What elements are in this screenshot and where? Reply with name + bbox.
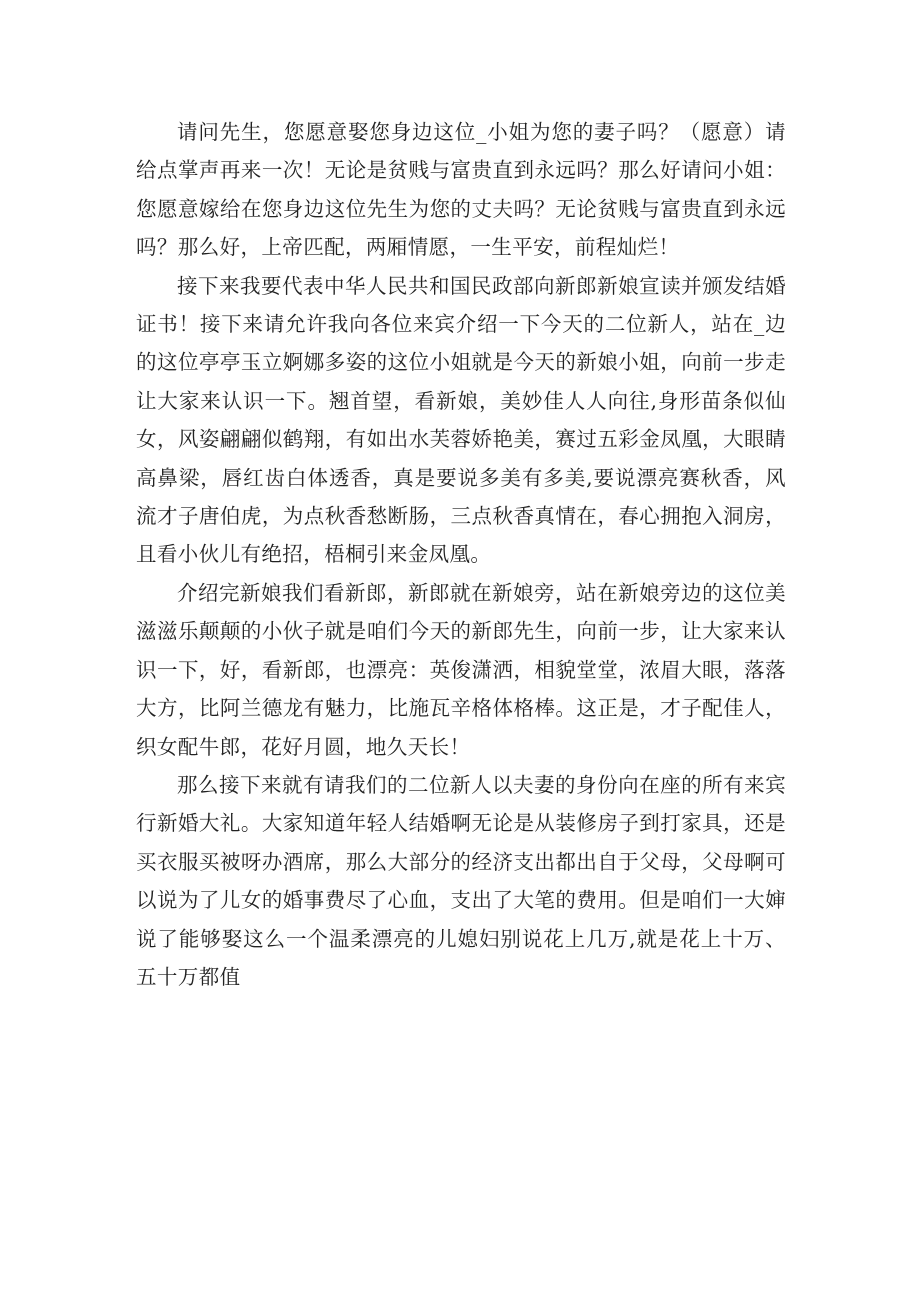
- paragraph-bride-introduction: 接下来我要代表中华人民共和国民政部向新郎新娘宣读并颁发结婚证书！接下来请允许我向各位来宾介绍一下今天的二位新人，站在_边的这位亭亭玉立婀娜多姿的这位小姐就是今天的新娘小姐，向前一步走让大家来认识一下。翘首望，看新娘，美妙佳人人向往,身形苗条似仙女，风姿翩翩似鹤翔，有如出水芙蓉娇艳美，赛过五彩金凤凰，大眼睛高鼻梁，唇红齿白体透香，真是要说多美有多美,要说漂亮赛秋香，风流才子唐伯虎，为点秋香愁断肠，三点秋香真情在，春心拥抱入洞房，且看小伙儿有绝招，梧桐引来金凤凰。: [136, 273, 786, 567]
- paragraph-wedding-bow: 那么接下来就有请我们的二位新人以夫妻的身份向在座的所有来宾行新婚大礼。大家知道年轻人结婚啊无论是从装修房子到打家具，还是买衣服买被呀办酒席，那么大部分的经济支出都出自于父母，父母啊可以说为了儿女的婚事费尽了心血，支出了大笔的费用。但是咱们一大婶说了能够娶这么一个温柔漂亮的儿媳妇别说花上几万,就是花上十万、五十万都值: [136, 772, 786, 989]
- paragraph-groom-introduction: 介绍完新娘我们看新郎，新郎就在新娘旁，站在新娘旁边的这位美滋滋乐颠颠的小伙子就是咱们今天的新郎先生，向前一步，让大家来认识一下，好，看新郎，也漂亮：英俊潇洒，相貌堂堂，浓眉大眼，落落大方，比阿兰德龙有魅力，比施瓦辛格体格棒。这正是，才子配佳人，织女配牛郎，花好月圆，地久天长！: [136, 580, 786, 759]
- document-body: [136, 113, 786, 996]
- paragraph-vows: 请问先生，您愿意娶您身边这位_小姐为您的妻子吗？（愿意）请给点掌声再来一次！无论是贫贱与富贵直到永远吗？那么好请问小姐：您愿意嫁给在您身边这位先生为您的丈夫吗？无论贫贱与富贵直到永远吗？那么好，上帝匹配，两厢情愿，一生平安，前程灿烂！: [136, 120, 786, 260]
